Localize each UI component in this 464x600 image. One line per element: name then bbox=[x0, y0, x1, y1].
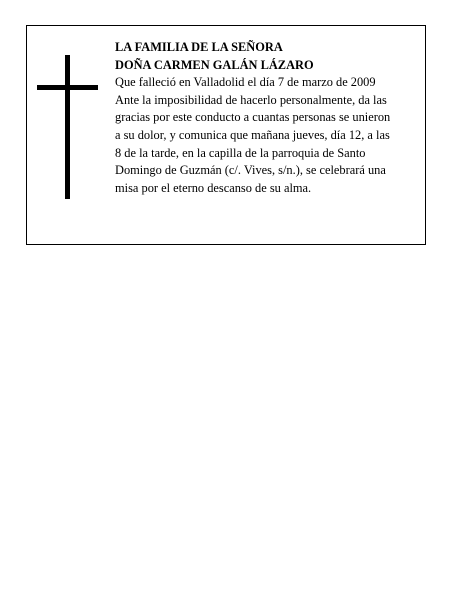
notice-body-line: a su dolor, y comunica que mañana jueves, día 12, a las bbox=[115, 127, 390, 142]
notice-heading-line-1: LA FAMILIA DE LA SEÑORA bbox=[115, 40, 283, 54]
cross-icon bbox=[37, 55, 101, 199]
obituary-notice bbox=[26, 25, 426, 245]
notice-body-line: misa por el eterno descanso de su alma. bbox=[115, 180, 312, 195]
notice-heading-line-2: DOÑA CARMEN GALÁN LÁZARO bbox=[115, 57, 314, 72]
notice-body-line: Domingo de Guzmán (c/. Vives, s/n.), se celebrará una bbox=[115, 163, 386, 178]
notice-body-line: Ante la imposibilidad de hacerlo personalmente, da las bbox=[115, 92, 387, 107]
cross-horizontal-bar bbox=[37, 85, 98, 90]
cross-vertical-bar bbox=[65, 55, 70, 199]
notice-body-line: 8 de la tarde, en la capilla de la parroquia de Santo bbox=[115, 145, 366, 160]
notice-body-line: Que falleció en Valladolid el día 7 de marzo de 2009 bbox=[115, 75, 376, 90]
notice-text bbox=[115, 39, 420, 197]
notice-body-line: gracias por este conducto a cuantas personas se unieron bbox=[115, 110, 391, 125]
